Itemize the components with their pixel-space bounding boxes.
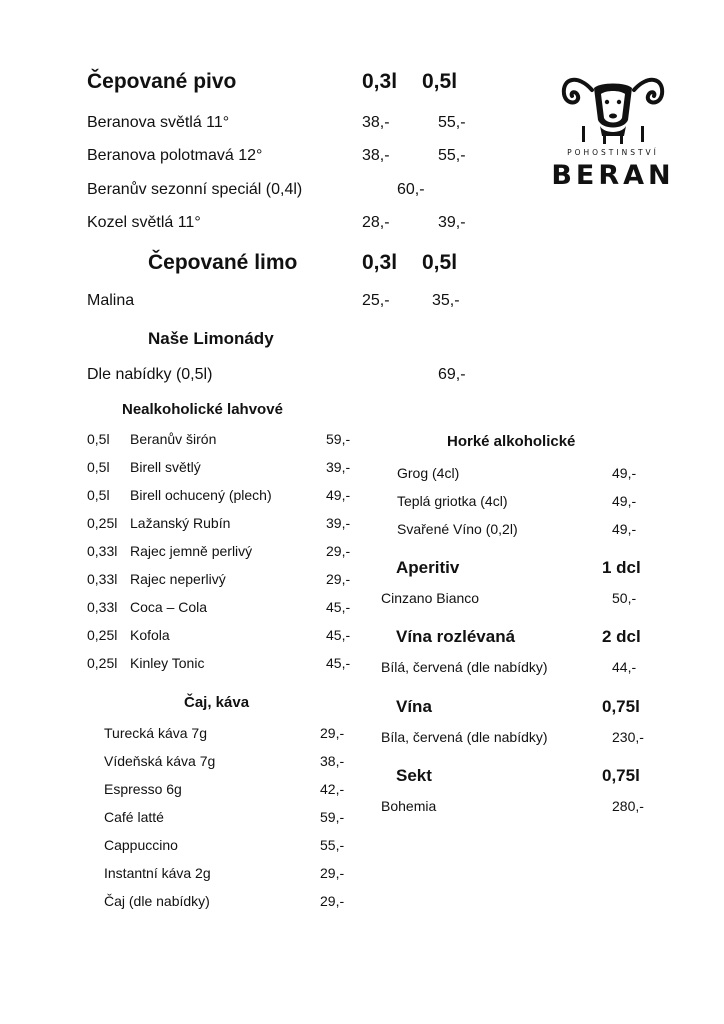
wine-glass-size: 2 dcl bbox=[602, 627, 641, 646]
menu-item-volume: 0,33l bbox=[87, 571, 118, 587]
menu-item-name: Beranova světlá 11° bbox=[87, 114, 230, 131]
menu-item-price: 55,- bbox=[320, 837, 345, 853]
menu-item-volume: 0,5l bbox=[87, 487, 110, 503]
menu-item-name: Beranův širón bbox=[130, 431, 217, 447]
menu-item-name: Espresso 6g bbox=[104, 781, 182, 797]
menu-item-name: Teplá griotka (4cl) bbox=[397, 493, 508, 509]
menu-item-volume: 0,25l bbox=[87, 655, 118, 671]
menu-item-price: 49,- bbox=[612, 493, 637, 509]
menu-item-price: 59,- bbox=[326, 431, 351, 447]
logo-title: BERAN bbox=[551, 160, 675, 191]
logo-subtitle: POHOSTINSTVÍ bbox=[567, 148, 659, 157]
menu-item-price: 60,- bbox=[397, 181, 425, 198]
menu-item-price: 35,- bbox=[432, 292, 460, 309]
menu-item-price: 45,- bbox=[326, 627, 351, 643]
menu-item-volume: 0,5l bbox=[87, 459, 110, 475]
menu-item-price: 280,- bbox=[612, 798, 644, 814]
menu-item-price: 38,- bbox=[320, 753, 345, 769]
menu-item-name: Turecká káva 7g bbox=[104, 725, 207, 741]
menu-item-name: Cinzano Bianco bbox=[381, 590, 480, 606]
menu-item-name: Kofola bbox=[130, 627, 170, 643]
menu-item-volume: 0,25l bbox=[87, 627, 118, 643]
menu-item-name: Čaj (dle nabídky) bbox=[104, 893, 210, 909]
menu-item-volume: 0,33l bbox=[87, 599, 118, 615]
menu-item-name: Birell světlý bbox=[130, 459, 201, 475]
menu-item-name: Lažanský Rubín bbox=[130, 515, 231, 531]
menu-item-price: 42,- bbox=[320, 781, 345, 797]
menu-item-price: 59,- bbox=[320, 809, 345, 825]
limo-size-1: 0,3l bbox=[362, 251, 398, 274]
logo bbox=[548, 68, 678, 198]
menu-item-price: 38,- bbox=[362, 147, 390, 164]
beer-title: Čepované pivo bbox=[87, 70, 237, 93]
menu-item-price: 50,- bbox=[612, 590, 637, 606]
menu-item-name: Birell ochucený (plech) bbox=[130, 487, 272, 503]
menu-item-name: Bohemia bbox=[381, 798, 437, 814]
menu-item-name: Grog (4cl) bbox=[397, 465, 460, 481]
menu-item-name: Dle nabídky (0,5l) bbox=[87, 366, 213, 383]
menu-item-volume: 0,5l bbox=[87, 431, 110, 447]
menu-item-price: 55,- bbox=[438, 114, 466, 131]
menu-item-name: Coca – Cola bbox=[130, 599, 208, 615]
menu-item-price: 230,- bbox=[612, 729, 644, 745]
menu-item-price: 25,- bbox=[362, 292, 390, 309]
menu-item-price: 29,- bbox=[320, 725, 345, 741]
menu-item-price: 55,- bbox=[438, 147, 466, 164]
menu-item-name: Svařené Víno (0,2l) bbox=[397, 521, 518, 537]
menu-item-name: Café latté bbox=[104, 809, 164, 825]
menu-item-price: 39,- bbox=[326, 459, 351, 475]
menu-item-price: 29,- bbox=[320, 865, 345, 881]
menu-item-price: 49,- bbox=[612, 521, 637, 537]
menu-item-name: Kozel světlá 11° bbox=[87, 214, 201, 231]
menu-item-name: Beranova polotmavá 12° bbox=[87, 147, 263, 164]
menu-item-name: Bíla, červená (dle nabídky) bbox=[381, 729, 548, 745]
menu-item-name: Vídeňská káva 7g bbox=[104, 753, 216, 769]
menu-item-price: 29,- bbox=[320, 893, 345, 909]
menu-item-name: Malina bbox=[87, 292, 135, 309]
hot-drinks-title: Horké alkoholické bbox=[447, 433, 576, 450]
menu-item-name: Rajec neperlivý bbox=[130, 571, 226, 587]
menu-item-volume: 0,25l bbox=[87, 515, 118, 531]
menu-item-price: 29,- bbox=[326, 543, 351, 559]
menu-item-name: Instantní káva 2g bbox=[104, 865, 211, 881]
coffee-title: Čaj, káva bbox=[184, 694, 250, 711]
menu-item-name: Kinley Tonic bbox=[130, 655, 205, 671]
menu-item-price: 29,- bbox=[326, 571, 351, 587]
lemonade-title: Naše Limonády bbox=[148, 329, 274, 348]
sekt-title: Sekt bbox=[396, 766, 432, 785]
menu-item-price: 49,- bbox=[326, 487, 351, 503]
limo-size-2: 0,5l bbox=[422, 251, 458, 274]
menu-item-price: 39,- bbox=[326, 515, 351, 531]
wine-bottle-size: 0,75l bbox=[602, 697, 640, 716]
sekt-size: 0,75l bbox=[602, 766, 640, 785]
menu-item-price: 38,- bbox=[362, 114, 390, 131]
menu-item-price: 45,- bbox=[326, 655, 351, 671]
menu-item-price: 45,- bbox=[326, 599, 351, 615]
menu-item-price: 49,- bbox=[612, 465, 637, 481]
menu-item-price: 39,- bbox=[438, 214, 466, 231]
soft-drinks-title: Nealkoholické lahvové bbox=[122, 401, 283, 418]
menu-item-name: Rajec jemně perlivý bbox=[130, 543, 253, 559]
menu-item-name: Beranův sezonní speciál (0,4l) bbox=[87, 181, 303, 198]
beer-size-1: 0,3l bbox=[362, 70, 398, 93]
menu-item-price: 69,- bbox=[438, 366, 466, 383]
menu-item-name: Bílá, červená (dle nabídky) bbox=[381, 659, 548, 675]
menu-item-price: 44,- bbox=[612, 659, 637, 675]
wine-bottle-title: Vína bbox=[396, 697, 432, 716]
beer-size-2: 0,5l bbox=[422, 70, 458, 93]
ram-head-icon bbox=[548, 68, 678, 146]
menu-item-price: 28,- bbox=[362, 214, 390, 231]
limo-title: Čepované limo bbox=[148, 251, 298, 274]
menu-item-name: Cappuccino bbox=[104, 837, 178, 853]
menu-item-volume: 0,33l bbox=[87, 543, 118, 559]
aperitiv-size: 1 dcl bbox=[602, 558, 641, 577]
wine-glass-title: Vína rozlévaná bbox=[396, 627, 516, 646]
aperitiv-title: Aperitiv bbox=[396, 558, 460, 577]
